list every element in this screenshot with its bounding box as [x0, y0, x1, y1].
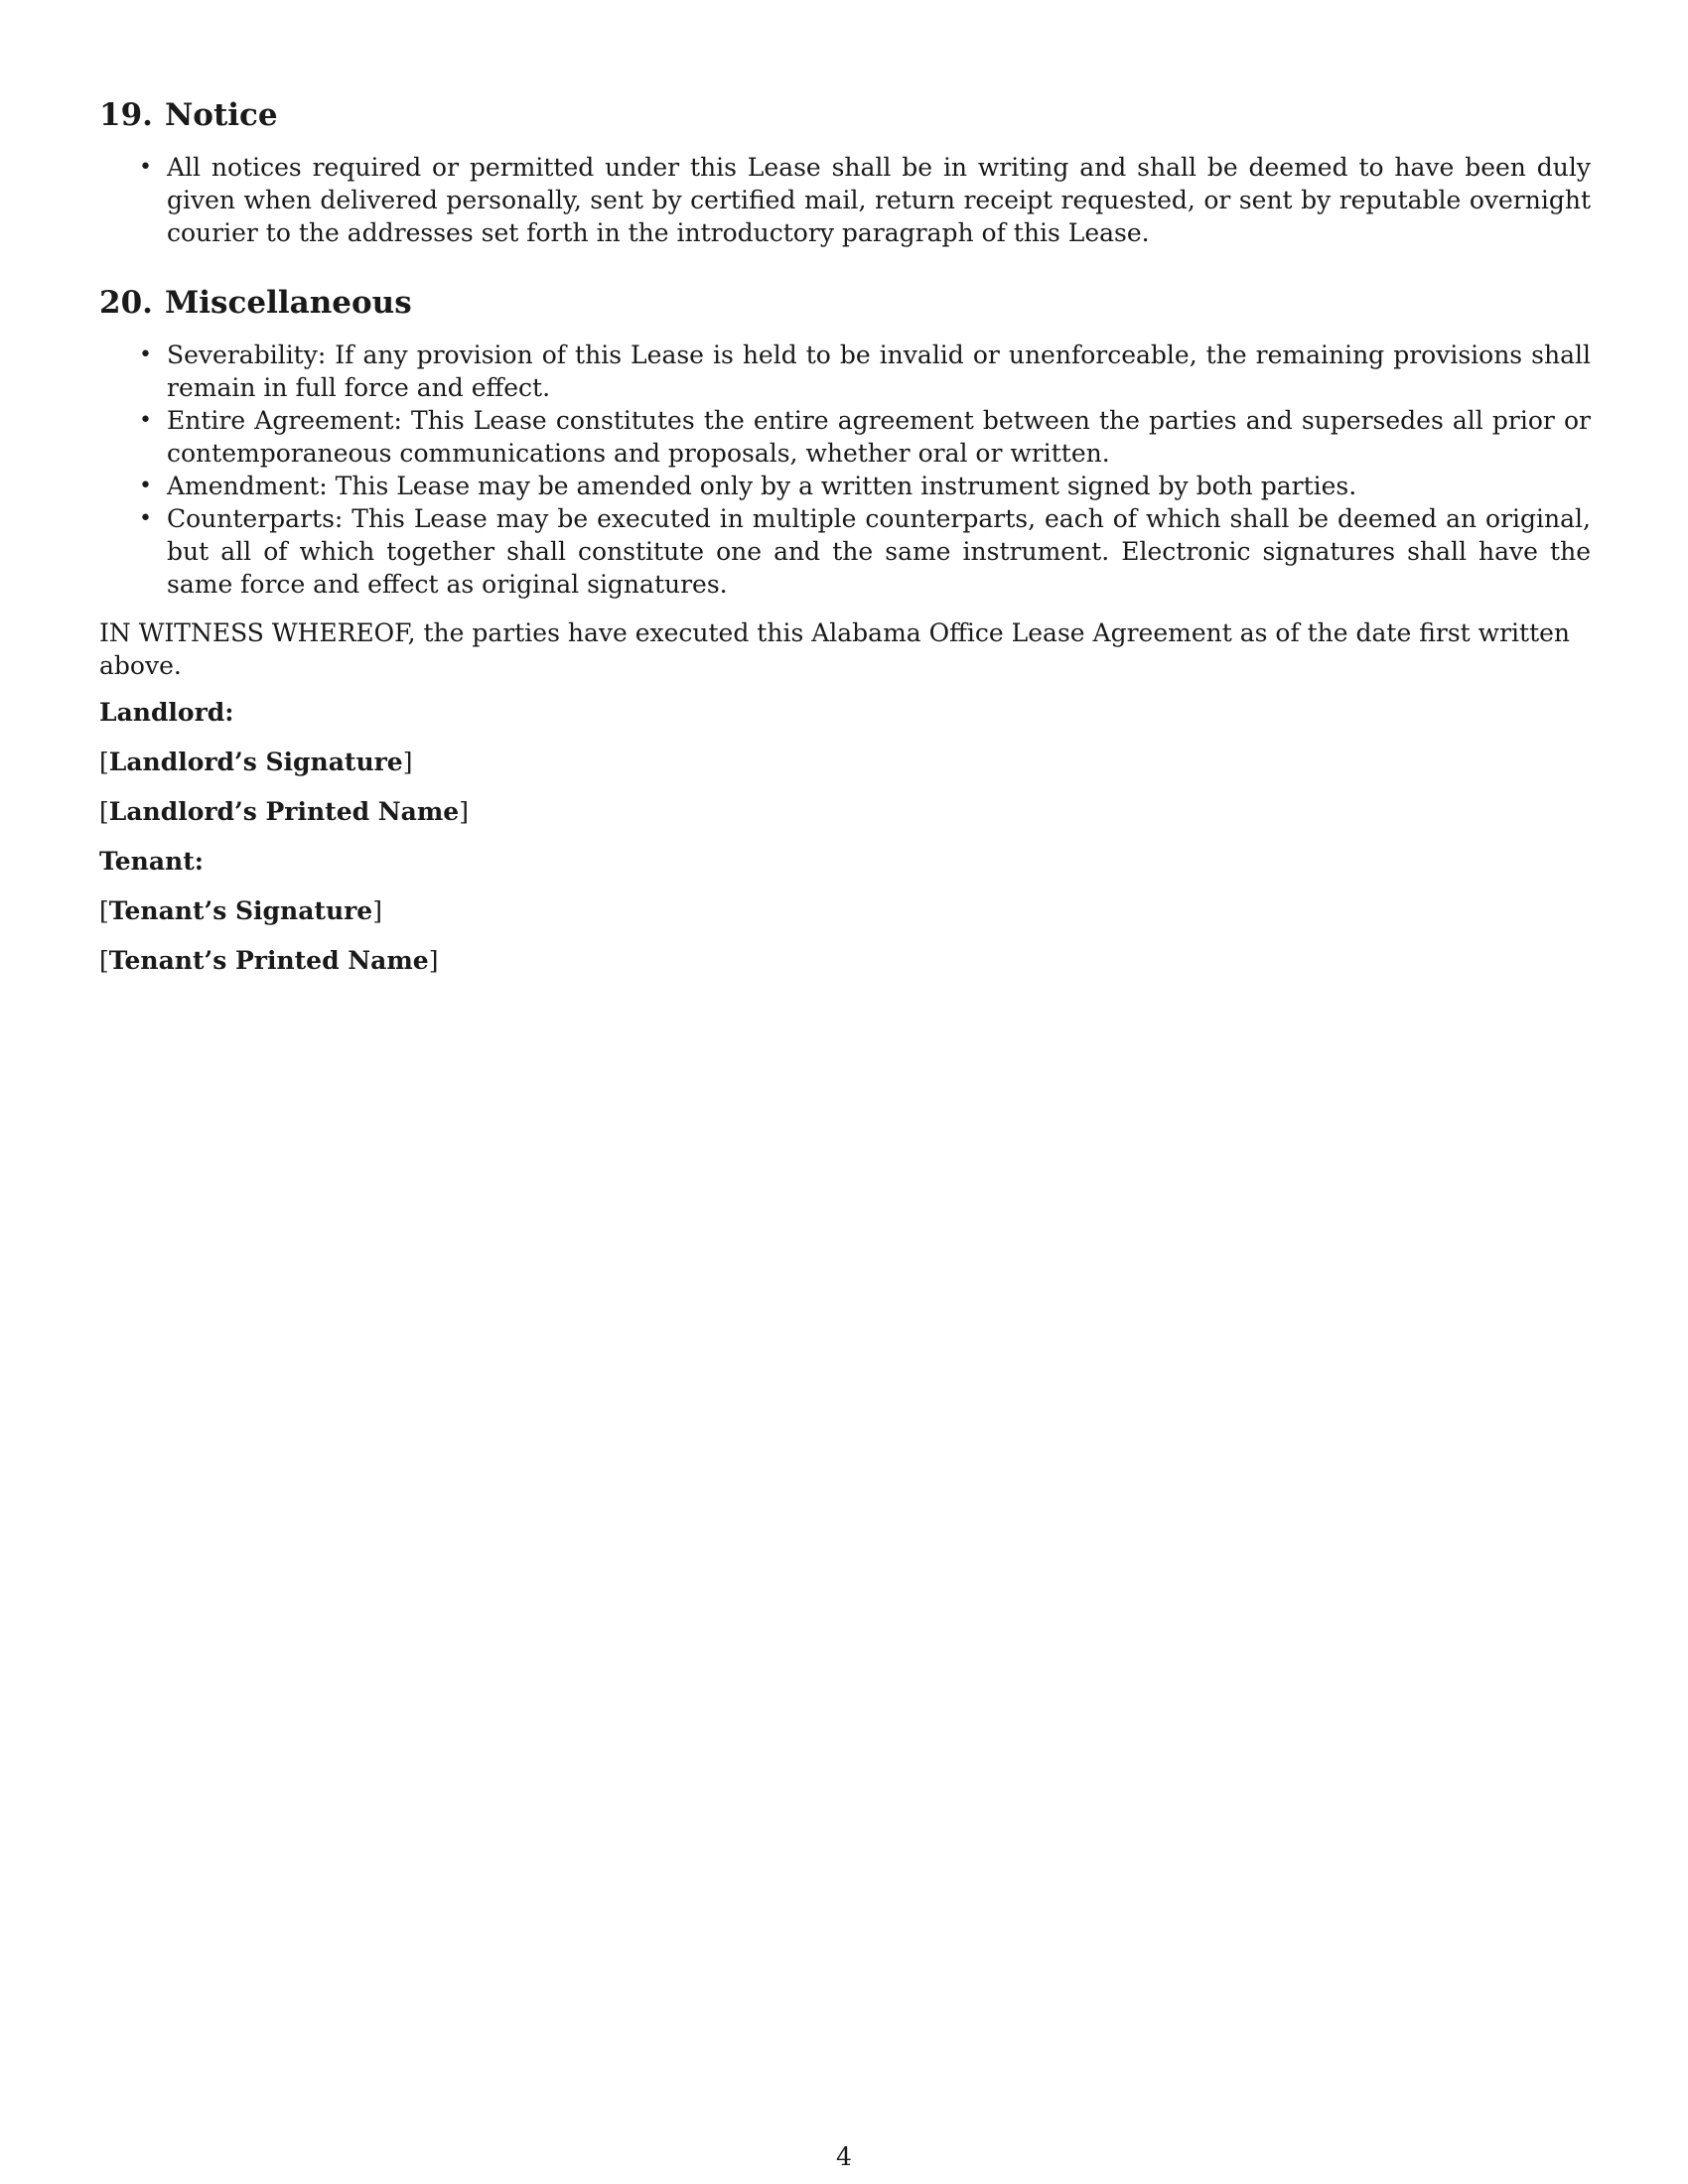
- section-title: Miscellaneous: [164, 285, 412, 321]
- section-title: Notice: [164, 97, 278, 133]
- document-page: [99, 95, 1591, 994]
- bullet-icon: •: [139, 506, 152, 531]
- section-heading: [99, 283, 1591, 323]
- list-item: [99, 339, 1591, 404]
- tenant-printed-name: [Tenant’s Printed Name]: [99, 946, 439, 975]
- list-item: [99, 151, 1591, 249]
- list-item: [99, 470, 1591, 502]
- landlord-signature: [Landlord’s Signature]: [99, 748, 413, 776]
- tenant-signature: [Tenant’s Signature]: [99, 896, 382, 925]
- section-number: 20.: [99, 285, 153, 321]
- list-item-text: Counterparts: This Lease may be executed in multiple counterparts, each of which shall be deemed an original, but all of which together shall constitute one and the same instrument. Electronic signatures shall have the same force and effect as original signatures.: [167, 504, 1591, 599]
- section-number: 19.: [99, 97, 153, 133]
- section-heading: [99, 95, 1591, 135]
- tenant-label: Tenant:: [99, 847, 204, 876]
- list-item-text: Severability: If any provision of this Lease is held to be invalid or unenforceable, the remaining provisions shall remain in full force and effect.: [167, 341, 1591, 402]
- list-item: [99, 502, 1591, 601]
- list-item-text: Amendment: This Lease may be amended only by a written instrument signed by both parties.: [167, 472, 1357, 500]
- bullet-icon: •: [139, 155, 152, 180]
- list-item: [99, 404, 1591, 470]
- miscellaneous-list: [99, 339, 1591, 601]
- list-item-text: Entire Agreement: This Lease constitutes the entire agreement between the parties and supersedes all prior or contemporaneous communications and proposals, whether oral or written.: [167, 406, 1591, 468]
- bullet-icon: •: [139, 342, 152, 367]
- notice-list: [99, 151, 1591, 249]
- list-item-text: All notices required or permitted under this Lease shall be in writing and shall be deemed to have been duly given when delivered personally, sent by certified mail, return receipt requested, or sent by reputable overnight courier to the addresses set forth in the introductory paragraph of this Lease.: [167, 153, 1591, 247]
- witness-paragraph: IN WITNESS WHEREOF, the parties have executed this Alabama Office Lease Agreement as of the date first written above.: [99, 618, 1571, 680]
- bullet-icon: •: [139, 474, 152, 498]
- page-number: 4: [836, 2142, 852, 2171]
- landlord-printed-name: [Landlord’s Printed Name]: [99, 797, 469, 826]
- bullet-icon: •: [139, 408, 152, 433]
- landlord-label: Landlord:: [99, 698, 234, 727]
- section-miscellaneous: [99, 283, 1591, 601]
- section-notice: [99, 95, 1591, 249]
